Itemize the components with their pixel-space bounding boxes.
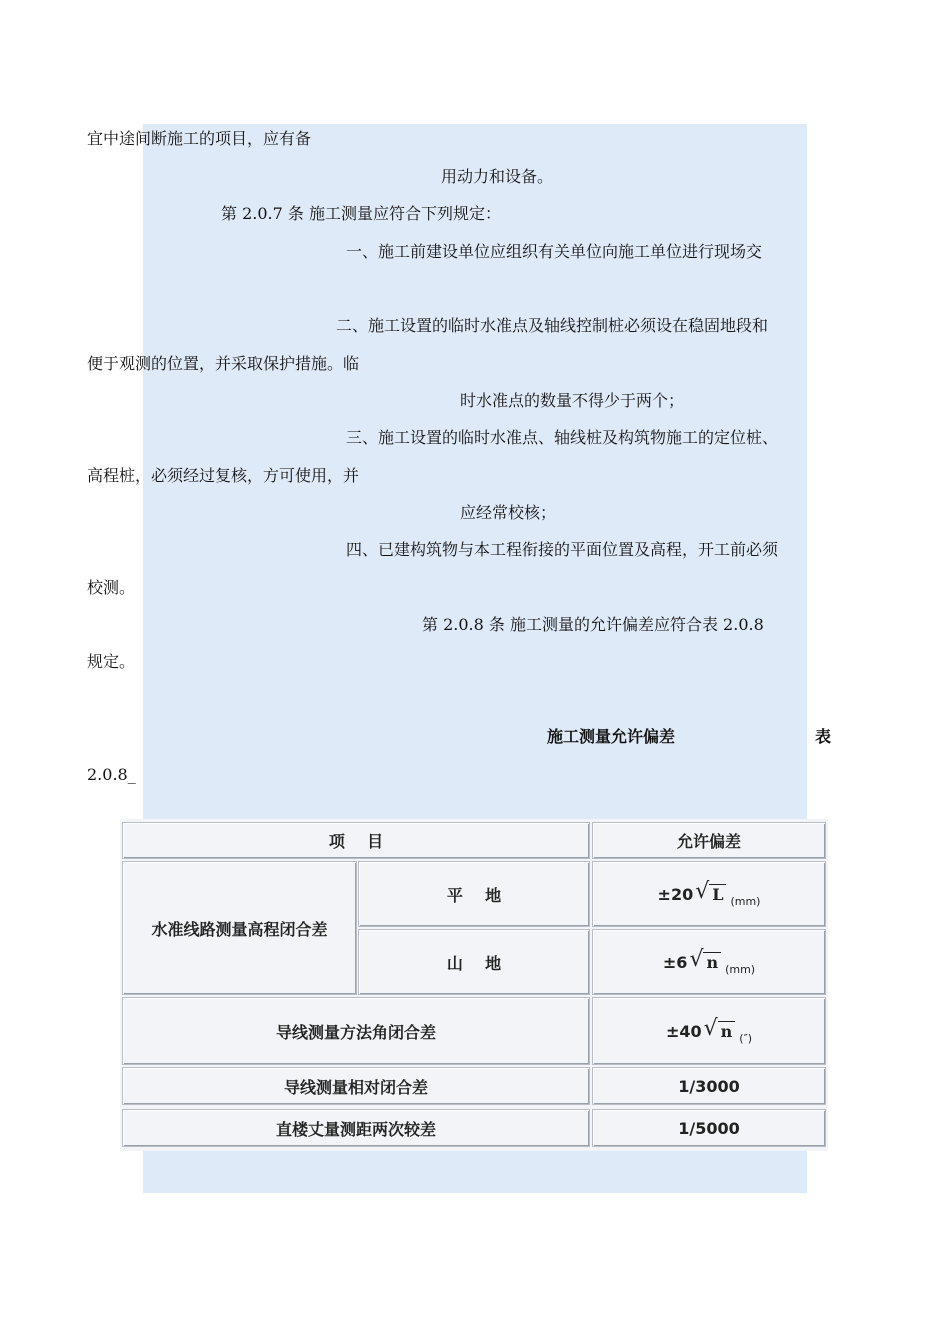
- text-line-2: 用动力和设备。: [441, 167, 554, 186]
- text-line-9: 高程桩，必须经过复核，方可使用，并: [87, 466, 360, 485]
- row-leveling-label: 水准线路测量高程闭合差: [151, 919, 328, 939]
- tol-mountain-arg: n: [703, 952, 721, 972]
- text-line-7: 时水准点的数量不得少于两个；: [460, 391, 685, 410]
- table-label: 表: [815, 727, 832, 746]
- tol-tape: [592, 1109, 826, 1147]
- tol-relative: [592, 1067, 826, 1105]
- sqrt-symbol: √ n: [689, 953, 721, 972]
- table-number: 2.0.8_: [87, 765, 136, 784]
- tolerance-table: [120, 819, 828, 1151]
- tol-mountain-formula: [662, 946, 756, 976]
- tol-flat-prefix: ±20: [657, 884, 694, 904]
- row-angle-label: 导线测量方法角闭合差: [275, 1022, 436, 1042]
- text-item-1: 一、施工前建设单位应组织有关单位向施工单位进行现场交: [346, 242, 763, 261]
- sqrt-symbol: √ L: [695, 885, 726, 904]
- tol-flat-formula: [657, 878, 761, 908]
- table-title: 施工测量允许偏差: [547, 727, 676, 746]
- header-item-label: 项 目: [328, 832, 384, 851]
- header-tolerance: [592, 822, 826, 859]
- clause-2-0-8: 第 2.0.8 条 施工测量的允许偏差应符合表 2.0.8: [422, 615, 764, 634]
- text-item-2: 二、施工设置的临时水准点及轴线控制桩必须设在稳固地段和: [336, 316, 769, 335]
- tol-mountain-unit: (mm): [725, 962, 756, 976]
- text-line-14: 规定。: [87, 652, 136, 671]
- tol-angle-arg: n: [718, 1021, 736, 1041]
- tol-angle-formula: [665, 1015, 752, 1045]
- tol-flat: [592, 861, 826, 927]
- tol-angle-unit: (″): [739, 1031, 752, 1045]
- row-angle: [122, 997, 590, 1065]
- header-tolerance-label: 允许偏差: [676, 832, 741, 851]
- tol-angle: [592, 997, 826, 1065]
- tol-flat-arg: L: [709, 884, 726, 904]
- row-relative: [122, 1067, 590, 1105]
- tol-relative-value: 1/3000: [678, 1076, 740, 1096]
- row-mountain-label: 山 地: [446, 953, 502, 973]
- header-item: [122, 822, 590, 859]
- row-relative-label: 导线测量相对闭合差: [283, 1077, 428, 1097]
- tol-flat-unit: (mm): [730, 894, 761, 908]
- text-line-12: 校测。: [87, 578, 136, 597]
- text-item-4: 四、已建构筑物与本工程衔接的平面位置及高程，开工前必须: [346, 540, 779, 559]
- text-item-3: 三、施工设置的临时水准点、轴线桩及构筑物施工的定位桩、: [346, 428, 779, 447]
- sqrt-symbol: √ n: [704, 1022, 736, 1041]
- row-mountain: [358, 929, 590, 995]
- text-line-10: 应经常校核；: [460, 503, 557, 522]
- tol-tape-value: 1/5000: [678, 1118, 740, 1138]
- text-line-1: 宜中途间断施工的项目，应有备: [87, 129, 312, 148]
- row-flat: [358, 861, 590, 927]
- row-flat-label: 平 地: [446, 885, 502, 905]
- row-tape: [122, 1109, 590, 1147]
- tol-angle-prefix: ±40: [665, 1021, 702, 1041]
- tol-mountain-prefix: ±6: [662, 952, 688, 972]
- row-tape-label: 直楼丈量测距两次较差: [275, 1119, 436, 1139]
- row-leveling-group: [122, 861, 357, 995]
- clause-2-0-7: 第 2.0.7 条 施工测量应符合下列规定：: [221, 204, 501, 223]
- tol-mountain: [592, 929, 826, 995]
- text-line-6: 便于观测的位置，并采取保护措施。临: [87, 354, 360, 373]
